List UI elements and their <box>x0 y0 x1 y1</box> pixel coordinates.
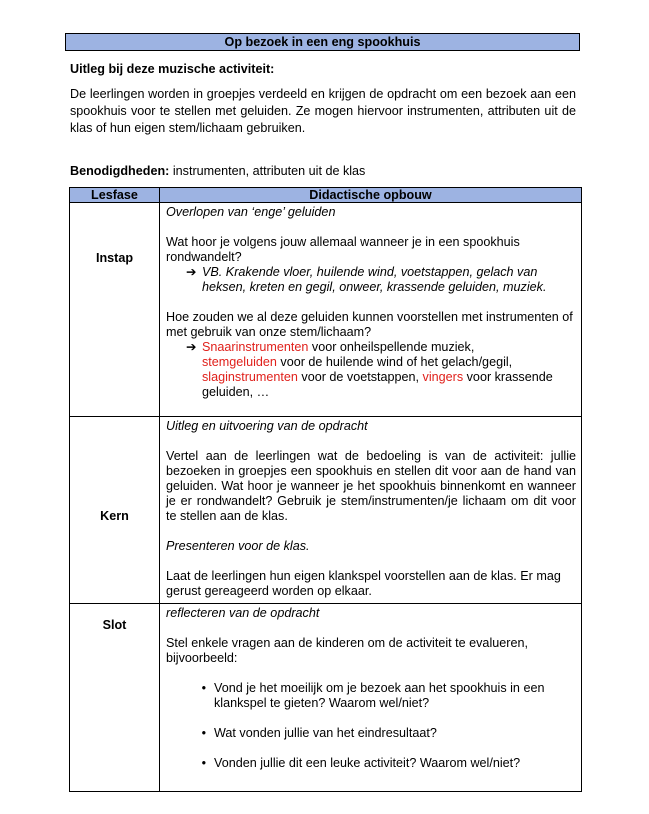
keyword-slaginstrumenten: slaginstrumenten <box>202 370 298 384</box>
fase-kern <box>70 417 160 604</box>
list-item: • Vonden jullie dit een leuke activiteit? Waarom wel/niet? <box>166 756 576 771</box>
kern-subtitle: Uitleg en uitvoering van de opdracht <box>166 419 368 433</box>
fase-slot <box>70 604 160 792</box>
table-header-row <box>70 188 582 203</box>
keyword-stemgeluiden: stemgeluiden <box>202 355 277 369</box>
fase-instap <box>70 203 160 417</box>
slot-question-list <box>166 681 576 771</box>
instap-answer-1: ➔ VB. Krakende vloer, huilende wind, voetstappen, gelach van heksen, kreten en gegil, onweer, krassende geluiden, muziek. <box>186 265 547 294</box>
slot-subtitle: reflecteren van de opdracht <box>166 606 320 620</box>
kern-paragraph-2: Laat de leerlingen hun eigen klankspel voorstellen aan de klas. Er mag gerust gereageerd worden op elkaar. <box>166 569 561 598</box>
benodigdheden-label: Benodigdheden: <box>70 164 170 178</box>
uitleg-text: De leerlingen worden in groepjes verdeeld en krijgen de opdracht om een bezoek aan een spookhuis voor te stellen met geluiden. Ze mogen hiervoor instrumenten, attributen uit de klas of hun eigen stem/lichaam gebruiken. <box>70 87 576 135</box>
table-row-slot <box>70 604 582 792</box>
uitleg-heading: Uitleg bij deze muzische activiteit: <box>70 62 275 76</box>
kern-subtitle-2: Presenteren voor de klas. <box>166 539 310 553</box>
bullet-icon: • <box>201 756 206 770</box>
instap-answer-2: ➔ Snaarinstrumenten voor onheilspellende muziek, stemgeluiden voor de huilende wind of het gelach/gegil, slaginstrumenten voor de voetstappen, vingers voor krassende geluiden, … <box>186 340 553 399</box>
keyword-snaarinstrumenten: Snaarinstrumenten <box>202 340 309 354</box>
list-item: • Vond je het moeilijk om je bezoek aan het spookhuis in een klankspel te gieten? Waarom wel/niet? <box>166 681 576 711</box>
header-didactische-opbouw: Didactische opbouw <box>160 188 582 203</box>
arrow-icon: ➔ <box>186 340 197 354</box>
fase-label: Instap <box>95 251 134 265</box>
kern-paragraph-1: Vertel aan de leerlingen wat de bedoeling is van de activiteit: jullie bezoeken in groepjes een spookhuis en stellen dit voor aan de hand van geluiden. Wat hoor je wanneer je het spookhuis binnenkomt en wanneer je er rondwandelt? Gebruik je stem/instrumenten/je lichaam om dit voor te stellen aan de klas. <box>166 449 576 523</box>
opbouw-kern <box>160 417 582 604</box>
page-title: Op bezoek in een eng spookhuis <box>65 33 580 51</box>
instap-subtitle: Overlopen van ‘enge’ geluiden <box>166 205 336 219</box>
slot-intro: Stel enkele vragen aan de kinderen om de activiteit te evalueren, bijvoorbeeld: <box>166 636 528 665</box>
header-lesfase: Lesfase <box>70 188 160 203</box>
benodigdheden <box>70 164 365 178</box>
fase-label: Kern <box>100 509 129 523</box>
keyword-vingers: vingers <box>422 370 464 384</box>
instap-question-1: Wat hoor je volgens jouw allemaal wanneer je in een spookhuis rondwandelt? <box>166 235 520 264</box>
instap-question-2: Hoe zouden we al deze geluiden kunnen voorstellen met instrumenten of met gebruik van onze stem/lichaam? <box>166 310 573 339</box>
list-item: • Wat vonden jullie van het eindresultaat? <box>166 726 576 741</box>
fase-label: Slot <box>102 618 127 632</box>
opbouw-slot <box>160 604 582 792</box>
opbouw-instap <box>160 203 582 417</box>
arrow-icon: ➔ <box>186 265 197 279</box>
bullet-icon: • <box>201 681 206 695</box>
table-row-instap <box>70 203 582 417</box>
table-row-kern <box>70 417 582 604</box>
lesson-table <box>69 187 582 792</box>
bullet-icon: • <box>201 726 206 740</box>
benodigdheden-value: instrumenten, attributen uit de klas <box>172 164 366 178</box>
